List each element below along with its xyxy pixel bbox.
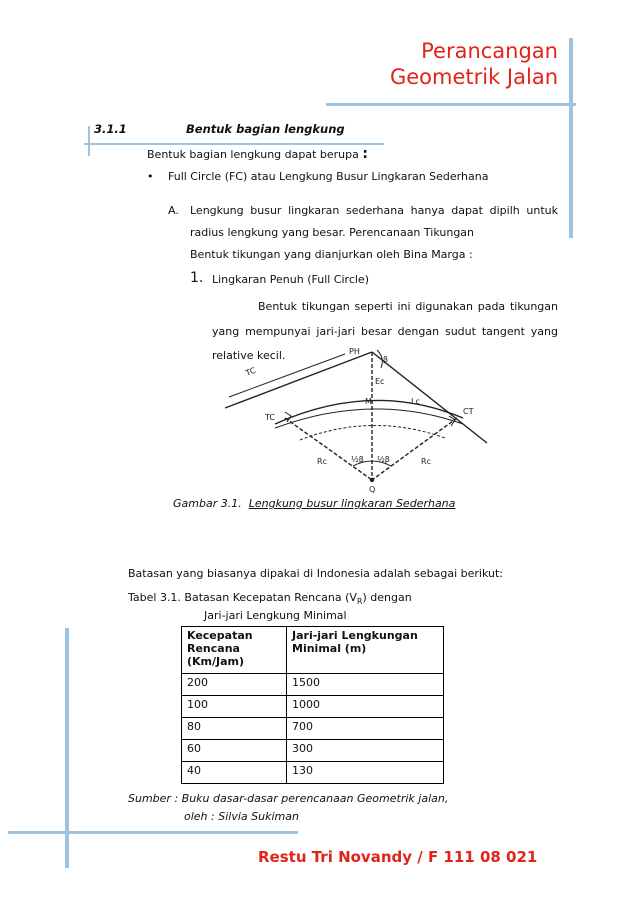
table-cell-radius: 1000 [287,696,444,718]
item-a-line-3: Bentuk tikungan yang dianjurkan oleh Bina Marga : [190,248,473,261]
item-1-marker: 1. [190,270,204,286]
label-rc-left: Rc [317,457,327,466]
header-title [300,38,558,90]
table-cell-speed: 80 [182,718,287,740]
table-cell-radius: 700 [287,718,444,740]
item-a-line-1: Lengkung busur lingkaran sederhana hanya dapat dipilh untuk [190,204,558,217]
table-title-a: Tabel 3.1. Batasan Kecepatan Rencana (V [128,591,357,604]
item-a-line-2: radius lengkung yang besar. Perencanaan Tikungan [190,226,475,239]
table-header-speed: Kecepatan Rencana (Km/Jam) [182,627,287,674]
table-cell-radius: 130 [287,762,444,784]
table-row [182,762,444,784]
table-row [182,674,444,696]
item-1-title: Lingkaran Penuh (Full Circle) [212,273,369,286]
intro-label: Bentuk bagian lengkung dapat berupa [147,148,359,161]
bullet-marker: • [147,170,154,183]
decor-vertical-right [569,38,573,238]
table-row [182,718,444,740]
table-cell-speed: 60 [182,740,287,762]
table-header-row [182,627,444,674]
table-row [182,696,444,718]
label-beta: β [383,355,389,364]
table-cell-speed: 200 [182,674,287,696]
label-tc: TC [265,413,276,422]
section-title: Bentuk bagian lengkung [186,122,345,136]
figure-caption-title: Lengkung busur lingkaran Sederhana [248,497,456,510]
tangent-left [225,352,372,408]
figure-caption-prefix: Gambar 3.1. [173,497,242,510]
table-title-b: ) dengan [362,591,412,604]
header-line-2: Geometrik Jalan [389,65,558,89]
header-line-1: Perancangan [421,39,558,63]
item-1-line-3: relative kecil. [212,349,286,362]
table-cell-radius: 1500 [287,674,444,696]
table-title-sub: R [356,597,363,607]
label-ct: CT [463,407,474,416]
figure-caption [173,497,455,510]
label-ec: Ec [375,377,385,386]
item-1-line-2: yang mempunyai jari-jari besar dengan sudut tangent yang [212,325,558,338]
table-header-radius: Jari-jari Lengkungan Minimal (m) [287,627,444,674]
label-half-beta-left: ½β [351,455,364,464]
table-cell-speed: 40 [182,762,287,784]
table-cell-speed: 100 [182,696,287,718]
label-lc: Lc [411,397,420,406]
item-a-marker: A. [168,204,179,217]
table-cell-radius: 300 [287,740,444,762]
label-rc-right: Rc [421,457,431,466]
item-1-line-1: Bentuk tikungan seperti ini digunakan pada tikungan [258,300,558,313]
table-title-line-2: Jari-jari Lengkung Minimal [204,609,347,622]
decor-horizontal-top-2 [84,143,384,145]
batasan-line: Batasan yang biasanya dipakai di Indonesia adalah sebagai berikut: [128,567,503,580]
decor-horizontal-bottom [8,831,298,834]
decor-horizontal-top [326,103,576,106]
source-line-2: oleh : Silvia Sukiman [184,810,299,823]
speed-radius-table [181,626,444,784]
right-angle-left [285,412,291,422]
point-q [370,478,374,482]
intro-text [147,146,368,162]
decor-vertical-left [88,126,90,156]
label-tc-top: TC [244,365,258,378]
footer-author: Restu Tri Novandy / F 111 08 021 [258,848,538,866]
table-title [128,591,412,606]
bullet-text: Full Circle (FC) atau Lengkung Busur Lingkaran Sederhana [168,170,489,183]
tangent-right [372,352,487,443]
label-q: Q [369,485,376,494]
radius-left [285,418,372,480]
source-line-1: Sumber : Buku dasar-dasar perencanaan Geometrik jalan, [128,792,449,805]
section-number: 3.1.1 [94,122,127,136]
label-ph: PH [349,347,360,356]
intro-colon: : [362,146,368,162]
radius-right [372,418,457,480]
table-row [182,740,444,762]
label-half-beta-right: ½β [377,455,390,464]
full-circle-diagram [225,340,510,495]
label-m: M [365,397,372,406]
